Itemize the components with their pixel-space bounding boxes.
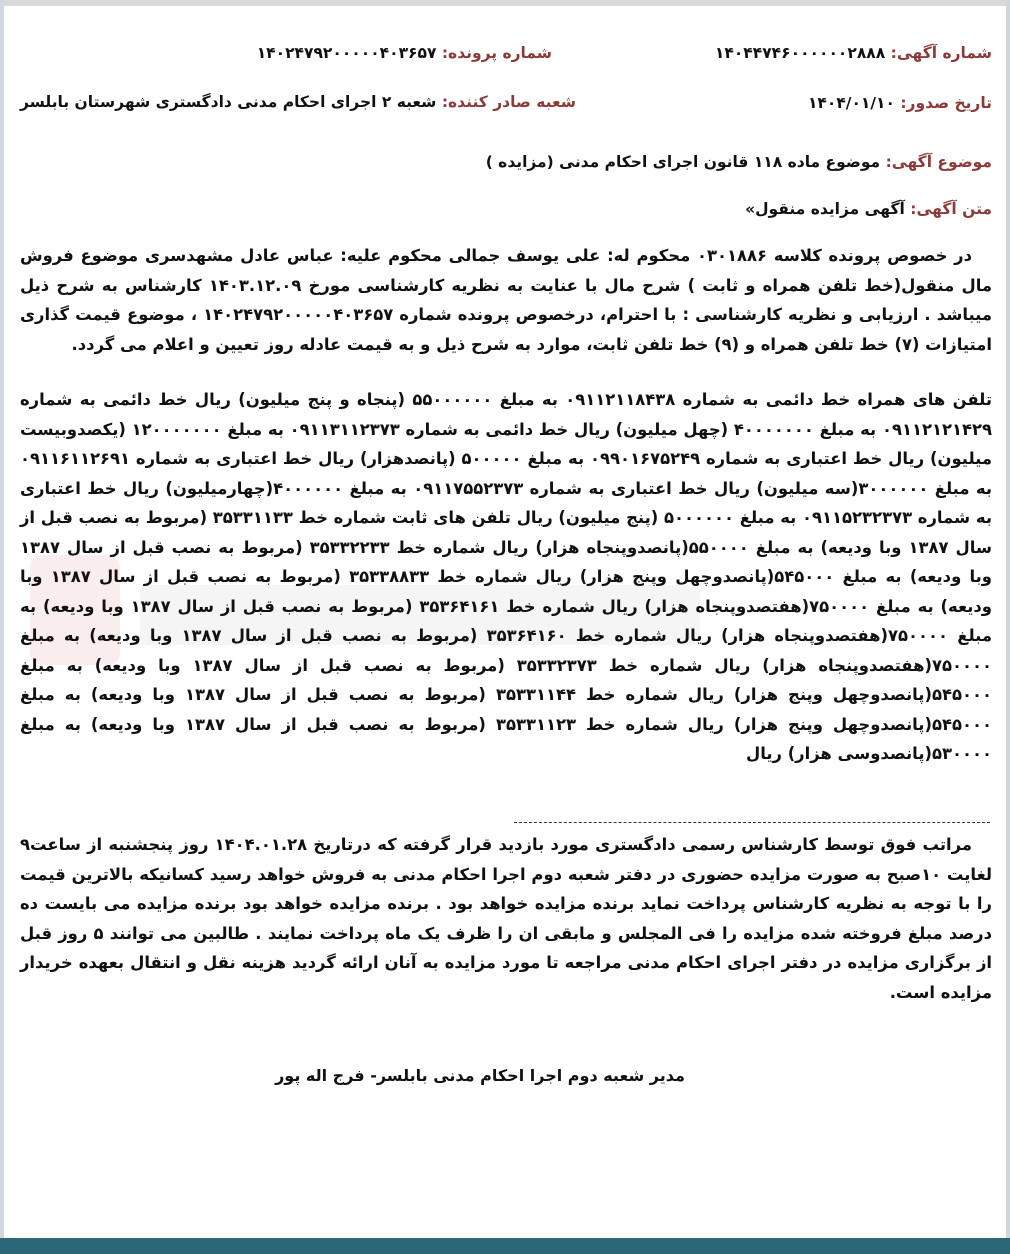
- window-left-border: [0, 0, 4, 1238]
- issue-date-row: [808, 94, 992, 112]
- case-number-row: [257, 44, 552, 62]
- case-number-label: شماره پرونده:: [441, 44, 552, 62]
- section-divider: [514, 822, 990, 823]
- subject-row: [486, 153, 992, 171]
- issuer-label: شعبه صادر کننده:: [441, 93, 576, 111]
- window-bottom-bar: [0, 1238, 1010, 1254]
- window-top-border: [0, 0, 1010, 6]
- issuer-value: شعبه ۲ اجرای احکام مدنی دادگستری شهرستان بابلسر: [19, 93, 437, 111]
- case-number-value: ۱۴۰۲۴۷۹۲۰۰۰۰۰۴۰۳۶۵۷: [256, 44, 437, 62]
- case-description-paragraph: در خصوص پرونده کلاسه ۰۳۰۱۸۸۶ محکوم له: علی یوسف جمالی محکوم علیه: عباس عادل مشهدسری موضوع فروش مال منقول(خط تلفن همراه و ثابت ) شرح مال با عنایت به نظریه کارشناسی مورخ ۱۴۰۳.۱۲.۰۹ کارشناس به شرح ذیل میباشد . ارزیابی و نظریه کارشناسی : با احترام، درخصوص پرونده شماره ۱۴۰۲۴۷۹۲۰۰۰۰۰۴۰۳۶۵۷ ، موضوع قیمت گذاری امتیازات (۷) خط تلفن همراه و (۹) خط تلفن ثابت، موارد به شرح ذیل و به قیمت عادله روز تعیین و اعلام می گردد.: [20, 246, 992, 354]
- subject-label: موضوع آگهی:: [885, 153, 992, 171]
- ad-text-title: آگهی مزایده منقول»: [745, 200, 905, 218]
- ad-text-row: [745, 200, 992, 218]
- ad-number-value: ۱۴۰۴۴۷۴۶۰۰۰۰۰۰۲۸۸۸: [714, 44, 886, 62]
- ad-text-label: متن آگهی:: [910, 200, 992, 218]
- auction-terms-paragraph: مراتب فوق توسط کارشناس رسمی دادگستری مورد بازدید قرار گرفته که درتاریخ ۱۴۰۴.۰۱.۲۸ روز پنجشنبه از ساعت۹ لغایت ۱۰صبح به صورت مزایده حضوری در دفتر شعبه دوم اجرا احکام مدنی به فروش خواهد رسید کسانیکه بالاترین قیمت را با توجه به نظریه کارشناس پرداخت نماید برنده مزایده خواهد بود . برنده مزایده خواهد بود برنده مزایده می بایست ده درصد مبلغ فروخته شده مزایده را فی المجلس و مابقی ان را ظرف یک ماه پرداخت نمایند . طالبین می توانند ۵ روز قبل از برگزاری مزایده در دفتر اجرای احکام مدنی مراجعه تا مورد مزایده به آنان ارائه گردید هزینه نقل و انتقال بعهده خریدار مزایده است.: [20, 835, 993, 1002]
- subject-value: موضوع ماده ۱۱۸ قانون اجرای احکام مدنی (مزایده ): [485, 153, 881, 171]
- ad-number-row: [715, 44, 992, 62]
- issue-date-value: ۱۴۰۴/۰۱/۱۰: [807, 94, 895, 112]
- window-right-border: [1006, 0, 1010, 1238]
- signature: مدیر شعبه دوم اجرا احکام مدنی بابلسر- فرج اله پور: [275, 1066, 685, 1085]
- issuer-row: [20, 93, 576, 111]
- ad-number-label: شماره آگهی:: [890, 44, 992, 62]
- phone-lines-paragraph: تلفن های همراه خط دائمی به شماره ۰۹۱۱۲۱۱۸۴۳۸ به مبلغ ۵۵۰۰۰۰۰۰ (پنجاه و پنج میلیون) ریال خط دائمی به شماره ۰۹۱۱۲۱۲۱۴۲۹ به مبلغ ۴۰۰۰۰۰۰۰ (چهل میلیون) ریال خط دائمی به شماره ۰۹۱۱۳۱۱۲۳۷۳ به مبلغ ۱۲۰۰۰۰۰۰۰ (یکصدوبیست میلیون) ریال خط اعتباری به شماره ۰۹۹۰۱۶۷۵۲۴۹ به مبلغ ۵۰۰۰۰۰ (پانصدهزار) ریال خط اعتباری به شماره ۰۹۱۱۶۱۱۲۶۹۱ به مبلغ ۳۰۰۰۰۰۰(سه میلیون) ریال خط اعتباری به شماره ۰۹۱۱۷۵۵۲۳۷۳ به مبلغ ۴۰۰۰۰۰۰(چهارمیلیون) ریال خط اعتباری به شماره ۰۹۱۱۵۲۳۲۳۷۳ به مبلغ ۵۰۰۰۰۰۰ (پنج میلیون) ریال تلفن های ثابت شماره خط ۳۵۳۳۱۱۳۳ (مربوط به نصب قبل از سال ۱۳۸۷ وبا ودیعه) به مبلغ ۵۵۰۰۰۰(پانصدوپنجاه هزار) ریال شماره خط ۳۵۳۳۲۲۳۳ (مربوط به نصب قبل از سال ۱۳۸۷ وبا ودیعه) به مبلغ ۵۴۵۰۰۰(پانصدوچهل وپنج هزار) ریال شماره خط ۳۵۳۳۸۸۳۳ (مربوط به نصب قبل از سال ۱۳۸۷ وبا ودیعه) به مبلغ ۷۵۰۰۰۰(هفتصدوپنجاه هزار) ریال شماره خط ۳۵۳۶۴۱۶۱ (مربوط به نصب قبل از سال ۱۳۸۷ وبا ودیعه) به مبلغ ۷۵۰۰۰۰(هفتصدوپنجاه هزار) ریال شماره خط ۳۵۳۶۴۱۶۰ (مربوط به نصب قبل از سال ۱۳۸۷ وبا ودیعه) به مبلغ ۷۵۰۰۰۰(هفتصدوپنجاه هزار) ریال شماره خط ۳۵۳۳۲۳۷۳ (مربوط به نصب قبل از سال ۱۳۸۷ وبا ودیعه) به مبلغ ۵۴۵۰۰۰(پانصدوچهل وپنج هزار) ریال شماره خط ۳۵۳۳۱۱۴۴ (مربوط به نصب قبل از سال ۱۳۸۷ وبا ودیعه) به مبلغ ۵۴۵۰۰۰(پانصدوچهل وپنج هزار) ریال شماره خط ۳۵۳۳۱۱۲۳ (مربوط به نصب قبل از سال ۱۳۸۷ وبا ودیعه) به مبلغ ۵۳۰۰۰۰(پانصدوسی هزار) ریال: [20, 390, 993, 763]
- issue-date-label: تاریخ صدور:: [900, 94, 992, 112]
